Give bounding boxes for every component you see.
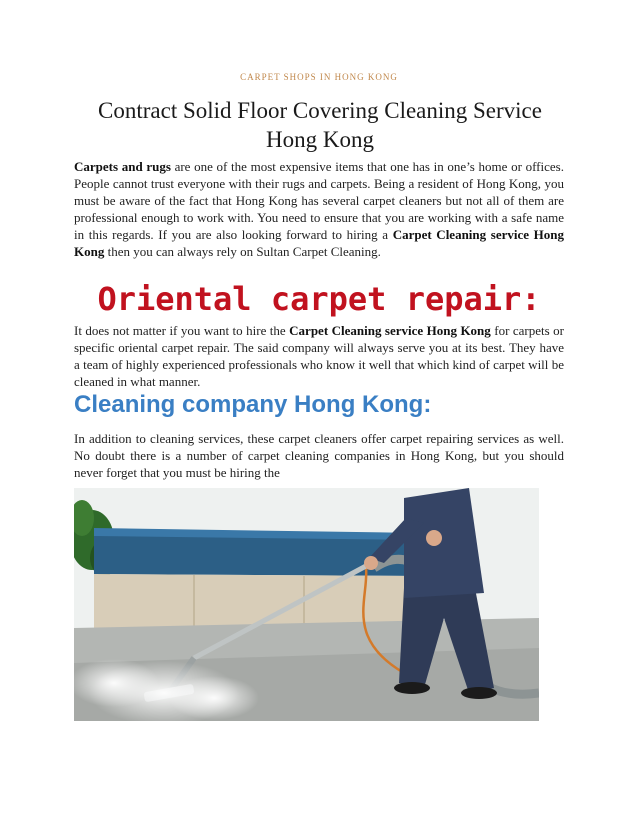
category-link[interactable]: CARPET SHOPS IN HONG KONG — [240, 72, 398, 82]
heading-cleaning-company: Cleaning company Hong Kong: — [74, 391, 432, 418]
oriental-paragraph — [74, 322, 564, 390]
cleaning-paragraph — [74, 430, 564, 481]
intro-text-1: are one of the most expensive items that one has in one’s home or offices. People cannot trust everyone with their rugs and carpets. Being a resident of Hong Kong, you must be aware of the fact that Hong Kong has several carpet cleaners but not all of them are professional enough to work with. You need to ensure that you are working with a safe name in this regards. If you are also looking forward to hiring a — [74, 159, 564, 242]
intro-bold-start: Carpets and rugs — [74, 159, 171, 174]
oriental-bold: Carpet Cleaning service Hong Kong — [289, 323, 491, 338]
carpet-cleaning-photo — [74, 488, 539, 721]
oriental-text-2: for carpets or specific oriental carpet repair. The said company will always serve you at its best. They have a team of highly experienced professionals who know it well that which kind of carpet will be cleaned in what manner. — [74, 323, 564, 389]
carpet-cleaning-illustration — [74, 488, 539, 721]
oriental-text-1: It does not matter if you want to hire the — [74, 323, 290, 338]
heading-oriental-carpet-repair: Oriental carpet repair: — [97, 280, 541, 318]
intro-bold-mid: Carpet Cleaning service Hong Kong — [74, 227, 564, 259]
page-title: Contract Solid Floor Covering Cleaning Service Hong Kong — [98, 98, 542, 152]
cleaning-text: In addition to cleaning services, these carpet cleaners offer carpet repairing services as well. No doubt there is a number of carpet cleaning companies in Hong Kong, but you should never forget that you must be hiring the — [74, 431, 564, 480]
intro-text-2: then you can always rely on Sultan Carpet Cleaning. — [104, 244, 381, 259]
intro-paragraph — [74, 158, 564, 260]
